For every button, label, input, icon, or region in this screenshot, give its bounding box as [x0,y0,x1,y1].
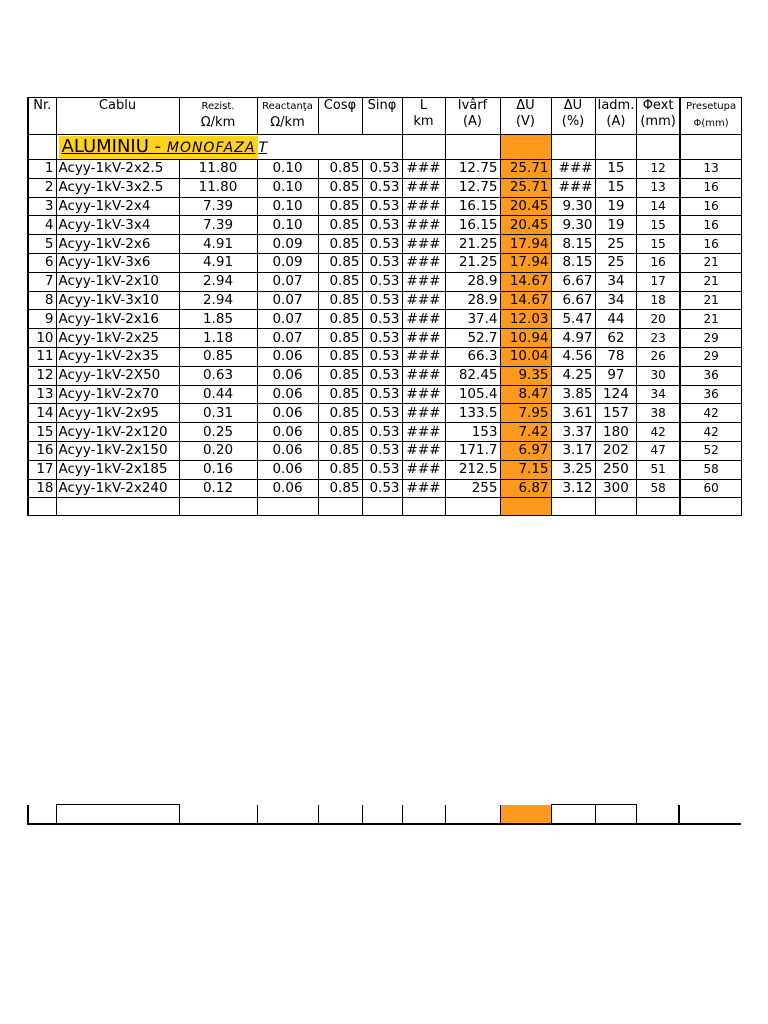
row-rezist: 0.31 [179,404,257,423]
row-du-pct: 4.25 [551,366,595,385]
section-title-sub: MONOFAZA [166,139,256,156]
row-cablu: Acyy-1kV-2x70 [56,385,179,404]
row-iadm: 124 [595,385,637,404]
row-ivarf: 212.5 [445,460,500,479]
row-du-v: 10.94 [500,329,551,348]
row-du-v: 25.71 [500,178,551,197]
row-cablu: Acyy-1kV-2x120 [56,423,179,442]
row-phiext: 12 [637,160,680,179]
table-row [28,291,742,310]
row-cos: 0.85 [318,272,362,291]
row-iadm: 19 [595,197,637,216]
row-rezist: 4.91 [179,253,257,272]
header-iadm-label: Iadm. [597,98,635,113]
row-ivarf: 21.25 [445,235,500,254]
row-nr: 4 [28,216,56,235]
row-ivarf: 28.9 [445,291,500,310]
header-reactanta-label: Reactanţa [262,101,313,112]
row-iadm: 202 [595,441,637,460]
row-presetupa: 16 [680,178,742,197]
table-row [28,272,742,291]
row-du-pct: 3.85 [551,385,595,404]
row-cablu: Acyy-1kV-2x95 [56,404,179,423]
row-rezist: 11.80 [179,178,257,197]
row-phiext: 16 [637,253,680,272]
row-reactanta: 0.10 [257,197,318,216]
table-row [28,423,742,442]
row-reactanta: 0.06 [257,479,318,498]
header-cablu: Cablu [56,98,179,135]
row-cos: 0.85 [318,366,362,385]
row-nr: 11 [28,347,56,366]
header-cos: Cosφ [318,98,362,135]
header-l-label: L [419,98,428,113]
row-l: ### [402,441,445,460]
row-cos: 0.85 [318,178,362,197]
row-nr: 13 [28,385,56,404]
row-ivarf: 255 [445,479,500,498]
row-iadm: 15 [595,178,637,197]
row-rezist: 0.20 [179,441,257,460]
row-l: ### [402,272,445,291]
row-du-v: 17.94 [500,253,551,272]
cable-table [27,97,742,516]
row-cos: 0.85 [318,423,362,442]
row-reactanta: 0.09 [257,235,318,254]
row-iadm: 34 [595,272,637,291]
row-rezist: 11.80 [179,160,257,179]
row-du-pct: 4.56 [551,347,595,366]
row-sin: 0.53 [362,272,402,291]
row-presetupa: 21 [680,310,742,329]
row-presetupa: 36 [680,385,742,404]
row-presetupa: 29 [680,329,742,348]
header-ivarf-label: Ivârf [457,98,488,113]
row-sin: 0.53 [362,385,402,404]
header-presetupa-label: Presetupa [686,101,737,112]
row-l: ### [402,160,445,179]
table-row [28,160,742,179]
row-du-pct: ### [551,160,595,179]
row-cablu: Acyy-1kV-2X50 [56,366,179,385]
row-cos: 0.85 [318,329,362,348]
row-phiext: 14 [637,197,680,216]
row-du-pct: 4.97 [551,329,595,348]
row-rezist: 1.85 [179,310,257,329]
header-presetupa-unit: Φ(mm) [693,118,729,129]
row-l: ### [402,366,445,385]
row-du-v: 6.97 [500,441,551,460]
section-title [56,135,402,160]
row-l: ### [402,178,445,197]
row-rezist: 7.39 [179,197,257,216]
row-l: ### [402,310,445,329]
row-iadm: 78 [595,347,637,366]
row-l: ### [402,329,445,348]
section-title-tail: T [258,139,267,156]
row-reactanta: 0.06 [257,385,318,404]
row-cablu: Acyy-1kV-2x6 [56,235,179,254]
row-sin: 0.53 [362,291,402,310]
row-du-v: 12.03 [500,310,551,329]
row-sin: 0.53 [362,216,402,235]
row-iadm: 300 [595,479,637,498]
table-row [28,310,742,329]
row-sin: 0.53 [362,197,402,216]
row-cablu: Acyy-1kV-2x2.5 [56,160,179,179]
row-cablu: Acyy-1kV-2x150 [56,441,179,460]
row-reactanta: 0.07 [257,272,318,291]
row-presetupa: 21 [680,253,742,272]
row-nr: 6 [28,253,56,272]
row-phiext: 15 [637,235,680,254]
row-presetupa: 60 [680,479,742,498]
row-ivarf: 12.75 [445,178,500,197]
row-rezist: 7.39 [179,216,257,235]
row-cablu: Acyy-1kV-2x35 [56,347,179,366]
header-du-v-unit: (V) [515,114,536,129]
row-presetupa: 13 [680,160,742,179]
row-du-pct: 3.25 [551,460,595,479]
header-phiext [637,98,680,135]
table-row [28,385,742,404]
row-phiext: 17 [637,272,680,291]
blank-row [28,498,742,516]
header-phiext-label: Φext [642,98,674,113]
header-ivarf [445,98,500,135]
row-phiext: 23 [637,329,680,348]
row-cablu: Acyy-1kV-3x10 [56,291,179,310]
row-nr: 7 [28,272,56,291]
row-phiext: 13 [637,178,680,197]
row-cablu: Acyy-1kV-3x4 [56,216,179,235]
header-iadm [595,98,637,135]
table-row [28,235,742,254]
header-ivarf-unit: (A) [462,114,483,129]
row-phiext: 38 [637,404,680,423]
row-rezist: 4.91 [179,235,257,254]
header-du-pct-unit: (%) [561,114,585,129]
table-row [28,366,742,385]
row-reactanta: 0.09 [257,253,318,272]
row-ivarf: 133.5 [445,404,500,423]
row-du-v: 20.45 [500,197,551,216]
row-cos: 0.85 [318,479,362,498]
row-cos: 0.85 [318,197,362,216]
row-cablu: Acyy-1kV-2x240 [56,479,179,498]
row-rezist: 2.94 [179,272,257,291]
row-l: ### [402,479,445,498]
row-presetupa: 16 [680,197,742,216]
row-ivarf: 37.4 [445,310,500,329]
row-du-v: 7.42 [500,423,551,442]
row-phiext: 26 [637,347,680,366]
row-nr: 3 [28,197,56,216]
row-cos: 0.85 [318,160,362,179]
second-table-fragment [27,804,741,825]
row-cablu: Acyy-1kV-2x16 [56,310,179,329]
row-cos: 0.85 [318,347,362,366]
row-phiext: 20 [637,310,680,329]
row-du-pct: ### [551,178,595,197]
row-cablu: Acyy-1kV-2x25 [56,329,179,348]
row-du-pct: 3.12 [551,479,595,498]
header-reactanta-unit: Ω/km [270,115,305,130]
header-phiext-unit: (mm) [640,114,676,129]
table-row [28,253,742,272]
row-nr: 5 [28,235,56,254]
fragment-row [28,805,741,825]
row-nr: 9 [28,310,56,329]
row-iadm: 250 [595,460,637,479]
table-row [28,197,742,216]
row-phiext: 42 [637,423,680,442]
row-rezist: 2.94 [179,291,257,310]
header-presetupa [680,98,742,135]
row-rezist: 1.18 [179,329,257,348]
row-sin: 0.53 [362,366,402,385]
row-cablu: Acyy-1kV-3x2.5 [56,178,179,197]
row-ivarf: 28.9 [445,272,500,291]
row-reactanta: 0.06 [257,441,318,460]
row-reactanta: 0.07 [257,310,318,329]
row-rezist: 0.12 [179,479,257,498]
row-iadm: 15 [595,160,637,179]
row-sin: 0.53 [362,404,402,423]
row-reactanta: 0.10 [257,216,318,235]
header-l [402,98,445,135]
row-du-v: 7.95 [500,404,551,423]
row-iadm: 180 [595,423,637,442]
row-presetupa: 29 [680,347,742,366]
row-iadm: 97 [595,366,637,385]
row-cablu: Acyy-1kV-2x185 [56,460,179,479]
row-cos: 0.85 [318,460,362,479]
row-du-pct: 5.47 [551,310,595,329]
row-presetupa: 21 [680,272,742,291]
row-iadm: 157 [595,404,637,423]
row-phiext: 18 [637,291,680,310]
row-sin: 0.53 [362,310,402,329]
header-du-v [500,98,551,135]
row-presetupa: 21 [680,291,742,310]
header-rezist-unit: Ω/km [200,115,236,130]
row-iadm: 25 [595,235,637,254]
row-cos: 0.85 [318,310,362,329]
row-cablu: Acyy-1kV-3x6 [56,253,179,272]
header-nr: Nr. [28,98,56,135]
table-row [28,441,742,460]
row-rezist: 0.16 [179,460,257,479]
header-reactanta [257,98,318,135]
row-du-v: 17.94 [500,235,551,254]
row-presetupa: 42 [680,423,742,442]
row-sin: 0.53 [362,253,402,272]
row-sin: 0.53 [362,460,402,479]
row-presetupa: 42 [680,404,742,423]
row-l: ### [402,423,445,442]
row-ivarf: 12.75 [445,160,500,179]
row-ivarf: 16.15 [445,197,500,216]
row-rezist: 0.44 [179,385,257,404]
table-row [28,404,742,423]
row-presetupa: 36 [680,366,742,385]
row-du-pct: 9.30 [551,216,595,235]
row-cos: 0.85 [318,253,362,272]
row-l: ### [402,235,445,254]
row-reactanta: 0.06 [257,404,318,423]
row-reactanta: 0.06 [257,366,318,385]
row-iadm: 62 [595,329,637,348]
row-reactanta: 0.06 [257,460,318,479]
header-du-v-label: ΔU [516,98,535,113]
row-sin: 0.53 [362,178,402,197]
row-phiext: 58 [637,479,680,498]
row-l: ### [402,385,445,404]
row-cos: 0.85 [318,404,362,423]
row-phiext: 30 [637,366,680,385]
row-nr: 18 [28,479,56,498]
row-sin: 0.53 [362,347,402,366]
header-du-pct-label: ΔU [563,98,583,113]
row-du-pct: 3.17 [551,441,595,460]
row-nr: 2 [28,178,56,197]
row-rezist: 0.63 [179,366,257,385]
header-row [28,98,742,135]
row-presetupa: 16 [680,235,742,254]
header-du-pct [551,98,595,135]
section-title-row [28,135,742,160]
row-sin: 0.53 [362,479,402,498]
row-cos: 0.85 [318,235,362,254]
row-du-v: 14.67 [500,272,551,291]
row-l: ### [402,253,445,272]
row-du-v: 10.04 [500,347,551,366]
row-nr: 17 [28,460,56,479]
row-du-pct: 8.15 [551,235,595,254]
row-phiext: 15 [637,216,680,235]
row-presetupa: 52 [680,441,742,460]
row-reactanta: 0.06 [257,347,318,366]
table-row [28,347,742,366]
row-nr: 1 [28,160,56,179]
row-du-pct: 9.30 [551,197,595,216]
row-phiext: 34 [637,385,680,404]
row-nr: 10 [28,329,56,348]
row-cablu: Acyy-1kV-2x10 [56,272,179,291]
row-du-v: 7.15 [500,460,551,479]
table-row [28,479,742,498]
row-ivarf: 82.45 [445,366,500,385]
row-cablu: Acyy-1kV-2x4 [56,197,179,216]
row-du-v: 25.71 [500,160,551,179]
section-title-box [59,136,259,159]
cable-rows [28,160,742,498]
row-ivarf: 21.25 [445,253,500,272]
row-ivarf: 52.7 [445,329,500,348]
row-du-v: 9.35 [500,366,551,385]
row-cos: 0.85 [318,385,362,404]
header-l-unit: km [413,114,434,129]
row-du-pct: 8.15 [551,253,595,272]
row-l: ### [402,460,445,479]
section-title-main: ALUMINIU - [61,135,167,157]
header-sin: Sinφ [362,98,402,135]
row-nr: 16 [28,441,56,460]
row-cos: 0.85 [318,441,362,460]
row-du-v: 20.45 [500,216,551,235]
header-rezist-label: Rezist. [201,101,235,112]
row-reactanta: 0.07 [257,329,318,348]
row-phiext: 47 [637,441,680,460]
table-row [28,178,742,197]
row-du-v: 14.67 [500,291,551,310]
row-reactanta: 0.10 [257,178,318,197]
row-reactanta: 0.06 [257,423,318,442]
row-reactanta: 0.10 [257,160,318,179]
table-row [28,216,742,235]
table-row [28,460,742,479]
header-rezist [179,98,257,135]
row-iadm: 44 [595,310,637,329]
row-sin: 0.53 [362,441,402,460]
row-sin: 0.53 [362,160,402,179]
row-cos: 0.85 [318,291,362,310]
row-ivarf: 153 [445,423,500,442]
row-du-pct: 6.67 [551,272,595,291]
header-iadm-unit: (A) [606,114,626,129]
row-du-pct: 3.37 [551,423,595,442]
row-l: ### [402,216,445,235]
row-du-pct: 6.67 [551,291,595,310]
row-ivarf: 105.4 [445,385,500,404]
row-sin: 0.53 [362,423,402,442]
row-rezist: 0.85 [179,347,257,366]
row-l: ### [402,404,445,423]
row-du-v: 6.87 [500,479,551,498]
row-presetupa: 58 [680,460,742,479]
row-ivarf: 66.3 [445,347,500,366]
row-reactanta: 0.07 [257,291,318,310]
row-du-v: 8.47 [500,385,551,404]
row-du-pct: 3.61 [551,404,595,423]
row-rezist: 0.25 [179,423,257,442]
row-presetupa: 16 [680,216,742,235]
row-l: ### [402,291,445,310]
row-l: ### [402,347,445,366]
row-iadm: 34 [595,291,637,310]
row-nr: 8 [28,291,56,310]
row-nr: 15 [28,423,56,442]
row-cos: 0.85 [318,216,362,235]
table-row [28,329,742,348]
row-iadm: 19 [595,216,637,235]
row-ivarf: 171.7 [445,441,500,460]
row-ivarf: 16.15 [445,216,500,235]
row-sin: 0.53 [362,235,402,254]
row-sin: 0.53 [362,329,402,348]
row-nr: 12 [28,366,56,385]
row-l: ### [402,197,445,216]
row-iadm: 25 [595,253,637,272]
row-nr: 14 [28,404,56,423]
row-phiext: 51 [637,460,680,479]
